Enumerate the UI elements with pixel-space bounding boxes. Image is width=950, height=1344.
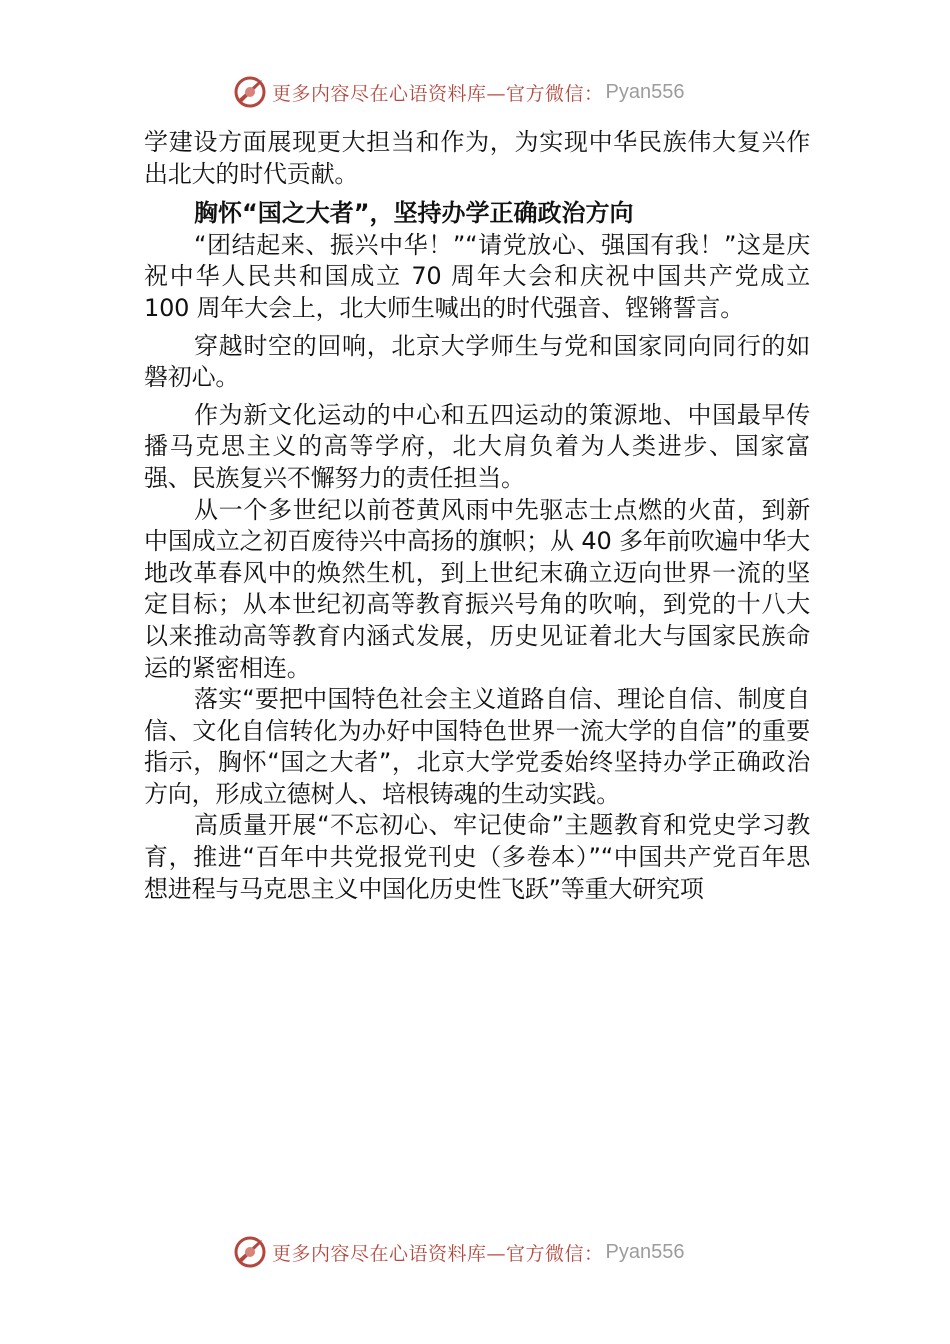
paragraph-5: 落实“要把中国特色社会主义道路自信、理论自信、制度自信、文化自信转化为办好中国特色世界一流大学的自信”的重要指示，胸怀“国之大者”，北京大学党委始终坚持办学正确政治方向，形成立德树人、培根铸魂的生动实践。 xyxy=(144,685,810,808)
paragraph-2: 穿越时空的回响，北京大学师生与党和国家同向同行的如磐初心。 xyxy=(144,331,810,392)
logo-icon xyxy=(232,74,268,110)
paragraph-6: 高质量开展“不忘初心、牢记使命”主题教育和党史学习教育，推进“百年中共党报党刊史（多卷本）”“中国共产党百年思想进程与马克思主义中国化历史性飞跃”等重大研究项 xyxy=(144,811,810,903)
banner-brand: Pyan556 xyxy=(605,1240,685,1263)
banner-text: 更多内容尽在心语资料库—官方微信： xyxy=(272,82,604,105)
paragraph-3: 作为新文化运动的中心和五四运动的策源地、中国最早传播马克思主义的高等学府，北大肩负着为人类进步、国家富强、民族复兴不懈努力的责任担当。 xyxy=(144,400,810,492)
header-banner xyxy=(232,72,684,112)
document-body xyxy=(144,127,810,905)
paragraph-4: 从一个多世纪以前苍黄风雨中先驱志士点燃的火苗，到新中国成立之初百废待兴中高扬的旗帜；从 40 多年前吹遍中华大地改革春风中的焕然生机，到上世纪末确立迈向世界一流的坚定目标；从本世纪初高等教育振兴号角的吹响，到党的十八大以来推动高等教育内涵式发展，历史见证着北大与国家民族命运的紧密相连。 xyxy=(144,495,810,682)
footer-banner xyxy=(232,1232,684,1272)
logo-icon xyxy=(232,1234,268,1270)
section-heading: 胸怀“国之大者”，坚持办学正确政治方向 xyxy=(194,199,634,228)
paragraph-1: “团结起来、振兴中华！”“请党放心、强国有我！”这是庆祝中华人民共和国成立 70 周年大会和庆祝中国共产党成立 100 周年大会上，北大师生喊出的时代强音、铿锵誓言。 xyxy=(144,230,810,322)
banner-text: 更多内容尽在心语资料库—官方微信： xyxy=(272,1242,604,1265)
continuation-paragraph: 学建设方面展现更大担当和作为，为实现中华民族伟大复兴作出北大的时代贡献。 xyxy=(144,128,810,188)
banner-brand: Pyan556 xyxy=(605,80,685,103)
